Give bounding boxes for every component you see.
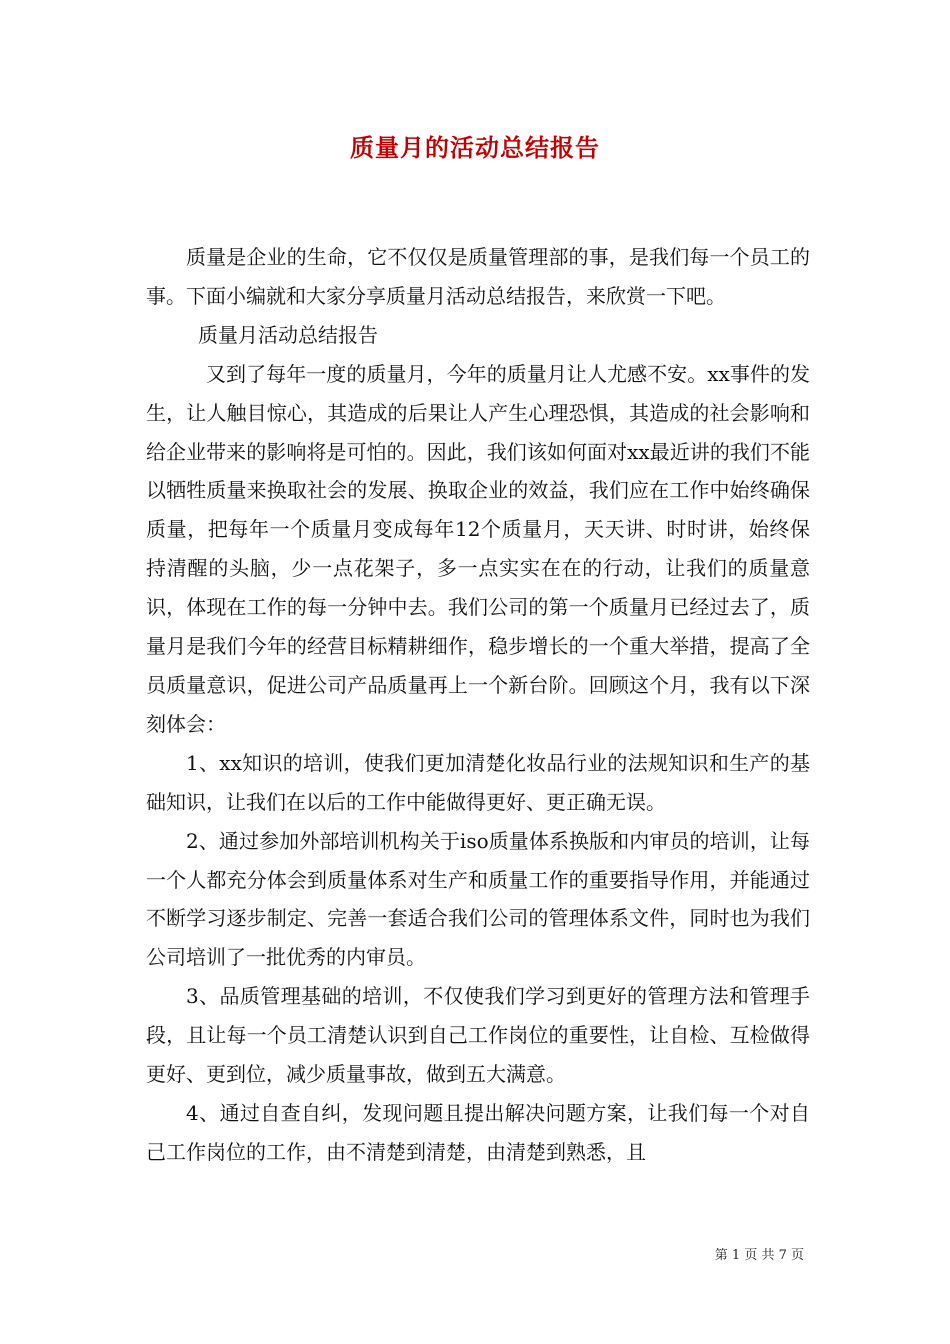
- page-number: 第 1 页 共 7 页: [714, 1248, 804, 1263]
- paragraph-item-4: 4、通过自查自纠，发现问题且提出解决问题方案，让我们每一个对自己工作岗位的工作，由不清楚到清楚，由清楚到熟悉，且: [146, 1100, 810, 1164]
- paragraph-item-3: 3、品质管理基础的培训，不仅使我们学习到更好的管理方法和管理手段，且让每一个员工清楚认识到自己工作岗位的重要性，让自检、互检做得更好、更到位，减少质量事故，做到五大满意。: [146, 984, 810, 1087]
- paragraph-intro: 质量是企业的生命，它不仅仅是质量管理部的事，是我们每一个员工的事。下面小编就和大家分享质量月活动总结报告，来欣赏一下吧。: [146, 245, 810, 308]
- document-title: 质量月的活动总结报告: [350, 133, 600, 162]
- paragraph-item-2: 2、通过参加外部培训机构关于iso质量体系换版和内审员的培训，让每一个人都充分体会到质量体系对生产和质量工作的重要指导作用，并能通过不断学习逐步制定、完善一套适合我们公司的管理体系文件，同时也为我们公司培训了一批优秀的内审员。: [146, 828, 810, 970]
- document-body: [146, 238, 810, 1172]
- paragraph-item-1: 1、xx知识的培训，使我们更加清楚化妆品行业的法规知识和生产的基础知识，让我们在以后的工作中能做得更好、更正确无误。: [146, 750, 810, 814]
- paragraph-main: 又到了每年一度的质量月，今年的质量月让人尤感不安。xx事件的发生，让人触目惊心，其造成的后果让人产生心理恐惧，其造成的社会影响和给企业带来的影响将是可怕的。因此，我们该如何面对xx最近讲的我们不能以牺牲质量来换取社会的发展、换取企业的效益，我们应在工作中始终确保质量，把每年一个质量月变成每年12个质量月，天天讲、时时讲，始终保持清醒的头脑，少一点花架子，多一点实实在在的行动，让我们的质量意识，体现在工作的每一分钟中去。我们公司的第一个质量月已经过去了，质量月是我们今年的经营目标精耕细作，稳步增长的一个重大举措，提高了全员质量意识，促进公司产品质量再上一个新台阶。回顾这个月，我有以下深刻体会：: [146, 361, 810, 736]
- paragraph-heading: 质量月活动总结报告: [198, 322, 378, 347]
